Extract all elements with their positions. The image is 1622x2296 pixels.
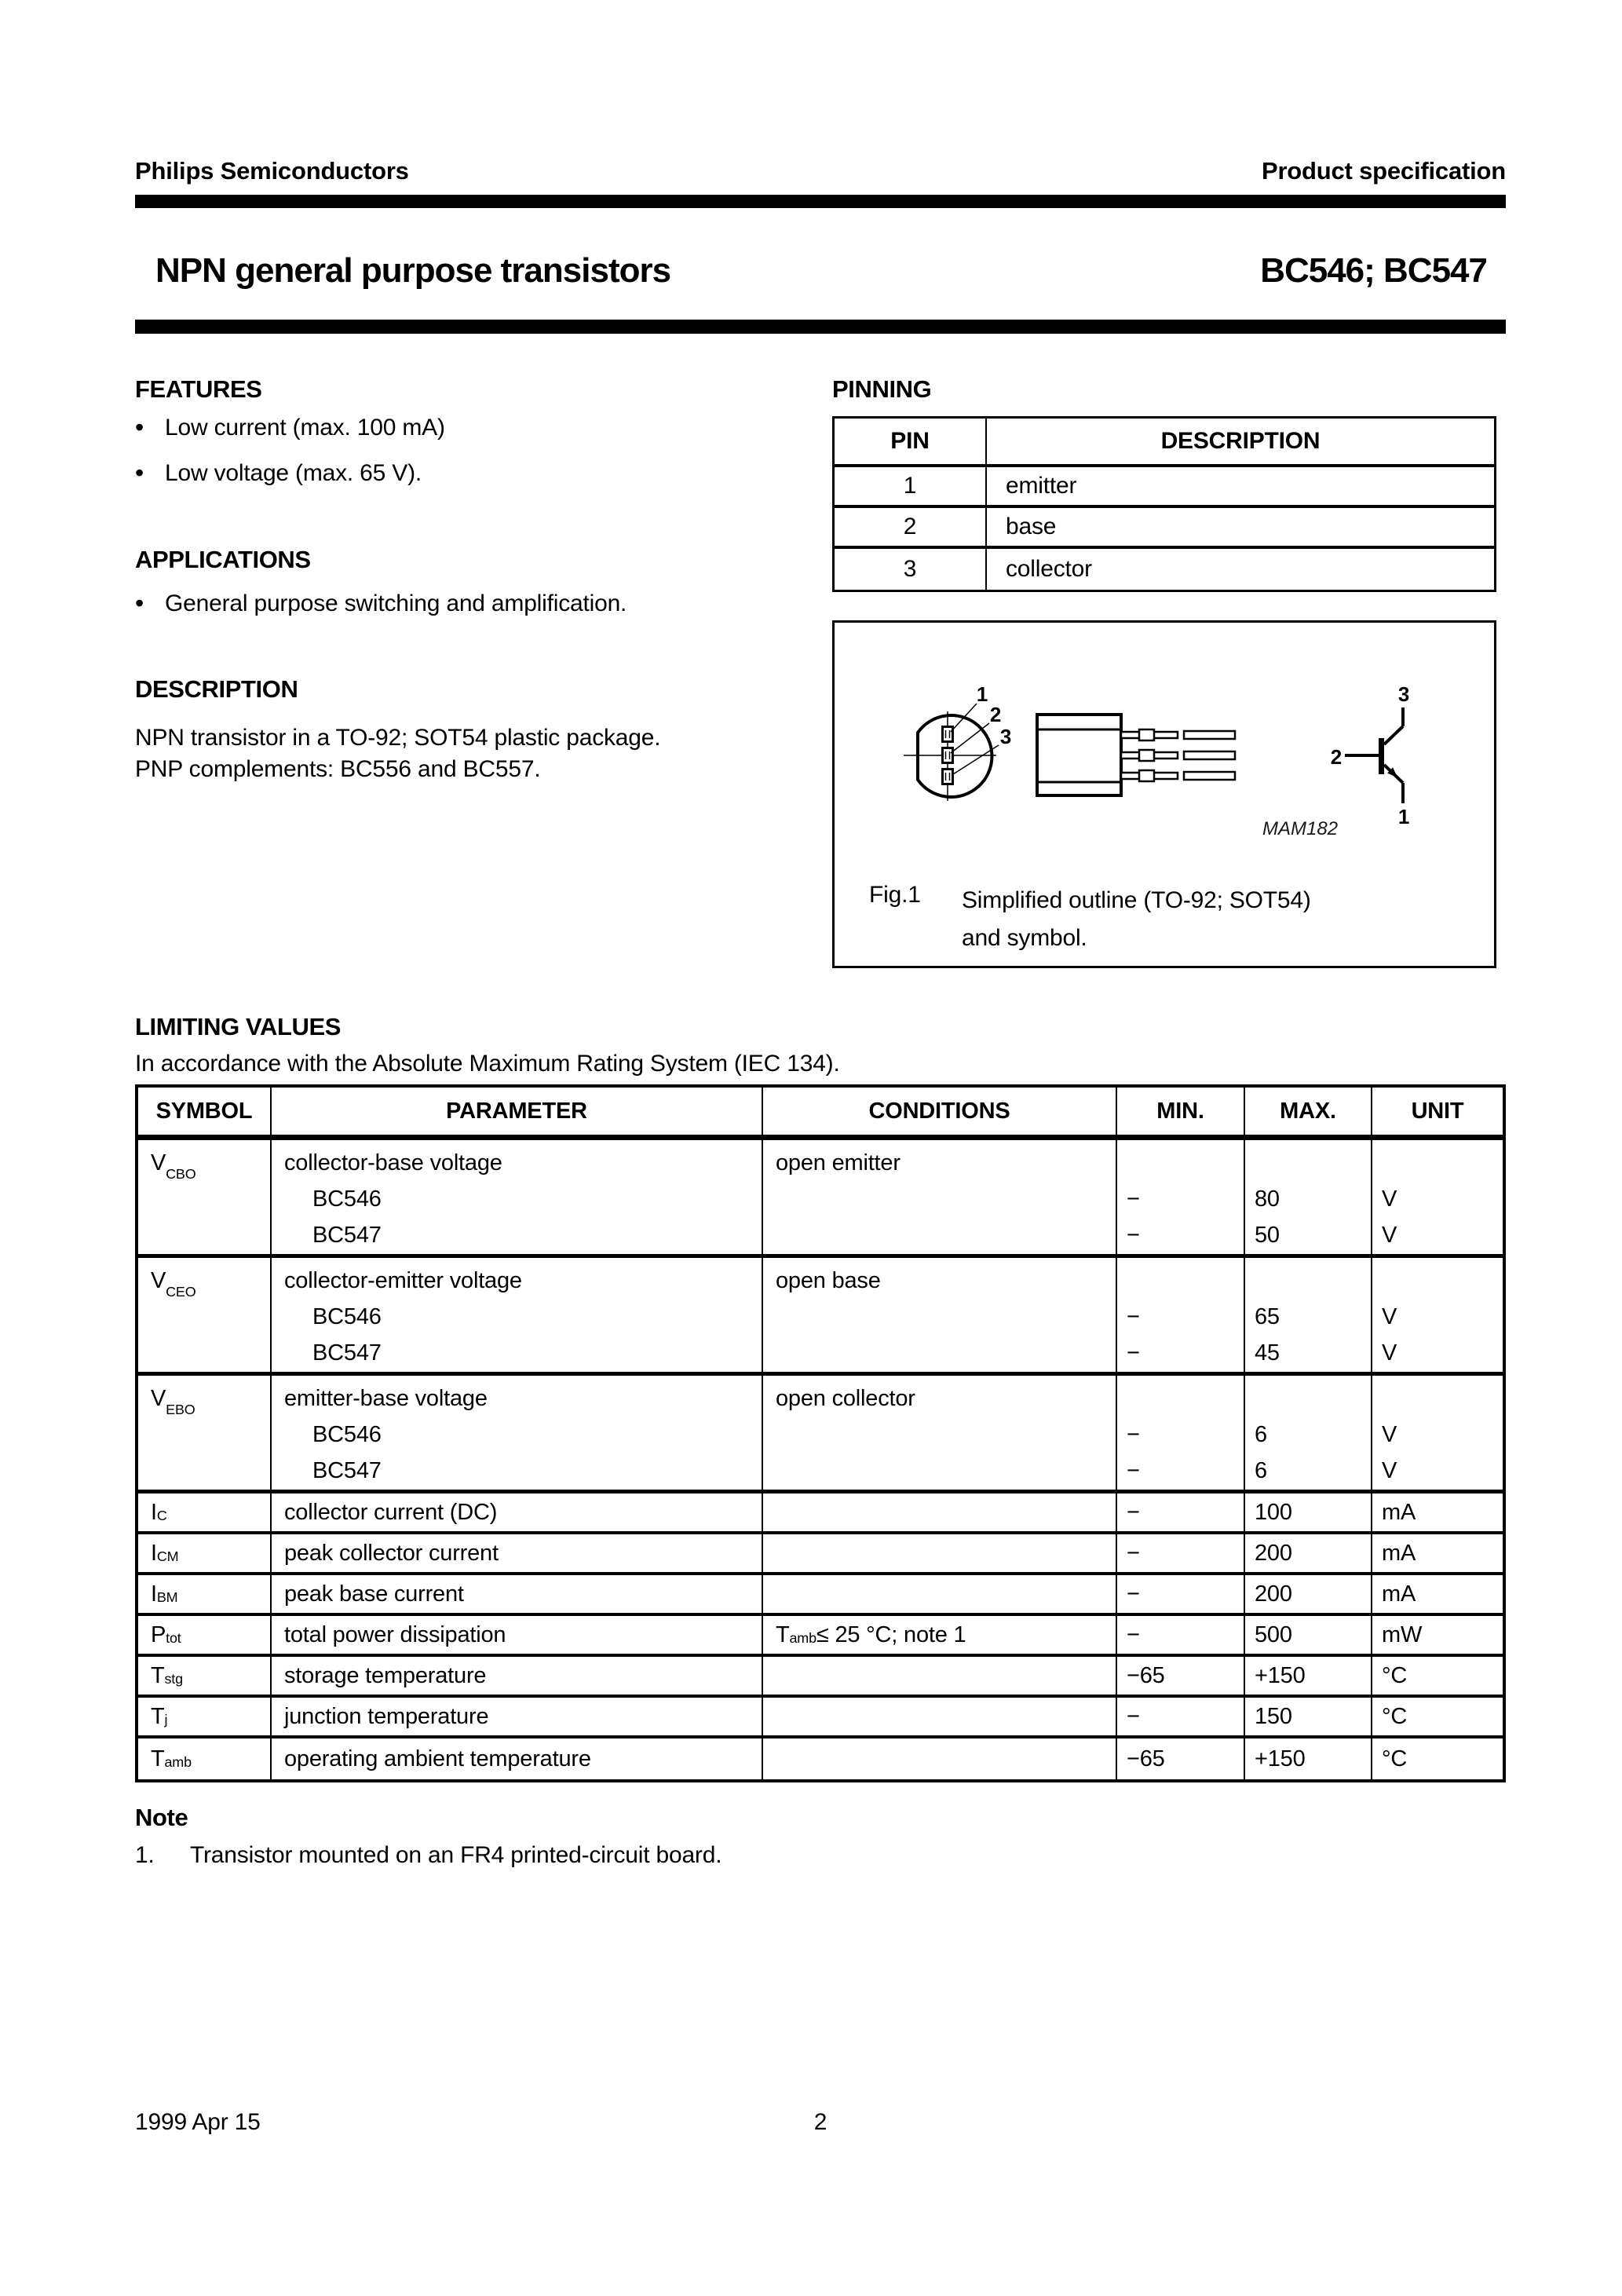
unit-cell: °C	[1382, 1746, 1408, 1771]
limiting-values-intro: In accordance with the Absolute Maximum Rating System (IEC 134).	[135, 1051, 840, 1077]
cell-line	[1382, 1145, 1503, 1181]
cell-line: open emitter	[776, 1150, 901, 1175]
cell-line	[1382, 1263, 1503, 1299]
package-body	[1037, 715, 1121, 795]
max-cell: +150	[1245, 1657, 1372, 1695]
cell-line	[776, 1299, 1116, 1335]
pin-label: 3	[999, 725, 1012, 748]
cell-line	[1127, 1380, 1244, 1417]
parameter-cell: peak collector current	[272, 1534, 763, 1572]
table-row	[138, 1575, 1503, 1616]
cell-line	[151, 1217, 270, 1253]
cell-line: BC546	[312, 1304, 382, 1329]
table-row	[138, 1738, 1503, 1779]
pinning-header-row	[835, 419, 1494, 467]
symbol-cell: I $_{BM}$	[138, 1575, 272, 1613]
description-cell: collector	[1006, 556, 1092, 582]
title-rule	[135, 320, 1506, 334]
note-number: 1.	[135, 1842, 155, 1868]
parameter-cell: peak base current	[272, 1575, 763, 1613]
max-cell: 200	[1245, 1575, 1372, 1613]
pin-cell: 2	[835, 508, 987, 546]
pin-cell: 1	[835, 467, 987, 505]
cell-line	[776, 1181, 1116, 1217]
cell-line: 65	[1255, 1304, 1280, 1329]
symbol-cell: P $_{tot}$	[138, 1616, 272, 1654]
min-cell	[1117, 1258, 1245, 1372]
limiting-values-header-row	[138, 1088, 1503, 1140]
symbol-cell: T $_{amb}$	[138, 1738, 272, 1779]
cell-line: −	[1127, 1340, 1140, 1366]
cell-line: −	[1127, 1304, 1140, 1329]
note-item	[135, 1842, 1234, 1869]
note-heading: Note	[135, 1804, 188, 1831]
cell-line	[776, 1453, 1116, 1489]
cell-line: collector-base voltage	[284, 1150, 502, 1175]
max-cell: 100	[1245, 1493, 1372, 1531]
pinning-table	[832, 416, 1496, 592]
unit-cell	[1372, 1258, 1503, 1372]
symbol-emitter-label: 1	[1397, 805, 1410, 828]
max-cell	[1245, 1140, 1372, 1254]
min-cell: −	[1117, 1575, 1245, 1613]
figure-caption-label: Fig.1	[869, 882, 921, 908]
section-heading-description: DESCRIPTION	[135, 675, 298, 703]
conditions-cell	[763, 1258, 1117, 1372]
list-item	[135, 460, 802, 487]
symbol-cell: T $_j$	[138, 1698, 272, 1735]
conditions-cell: T $_{amb}$ ≤ 25 °C; note 1	[763, 1616, 1117, 1654]
unit-cell: mA	[1382, 1581, 1416, 1607]
cell-line: −	[1127, 1422, 1140, 1447]
parameter-cell: junction temperature	[272, 1698, 763, 1735]
group-row	[138, 1140, 1503, 1258]
leader-line-2	[951, 723, 989, 753]
page-number: 2	[813, 2109, 827, 2135]
cell-line: −	[1127, 1458, 1140, 1483]
header-doc-type: Product specification	[1261, 157, 1506, 185]
conditions-cell	[763, 1493, 1117, 1531]
cell-line: 45	[1255, 1340, 1280, 1366]
cell-line: collector-emitter voltage	[284, 1268, 522, 1293]
column-header: CONDITIONS	[763, 1088, 1117, 1135]
description-cell: base	[1006, 514, 1057, 539]
table-row	[138, 1493, 1503, 1534]
figure-caption-line: Simplified outline (TO-92; SOT54)	[962, 887, 1311, 913]
unit-cell	[1372, 1376, 1503, 1490]
unit-cell: mA	[1382, 1499, 1416, 1525]
cell-line: open base	[776, 1268, 881, 1293]
table-row	[138, 1657, 1503, 1698]
unit-cell: mW	[1382, 1621, 1423, 1647]
cell-line	[776, 1417, 1116, 1453]
column-header-description: DESCRIPTION	[1160, 428, 1321, 454]
note-text: Transistor mounted on an FR4 printed-circuit board.	[190, 1842, 722, 1868]
leader-line-1	[951, 704, 977, 732]
cell-line: 6	[1255, 1422, 1267, 1447]
symbol-collector-label: 3	[1397, 682, 1410, 706]
conditions-cell	[763, 1657, 1117, 1695]
unit-cell: °C	[1382, 1703, 1408, 1729]
features-list	[135, 415, 802, 506]
table-row	[138, 1534, 1503, 1575]
cell-line: $V_{CBO}$	[151, 1150, 196, 1182]
min-cell: −	[1117, 1493, 1245, 1531]
cell-line: V	[1382, 1422, 1397, 1447]
cell-line: BC546	[312, 1422, 382, 1447]
table-row	[835, 467, 1494, 508]
conditions-cell	[763, 1534, 1117, 1572]
cell-line: V	[1382, 1304, 1397, 1329]
unit-cell: mA	[1382, 1540, 1416, 1566]
group-row	[138, 1258, 1503, 1376]
conditions-cell	[763, 1140, 1117, 1254]
table-row	[835, 508, 1494, 549]
pinning-rows	[835, 467, 1494, 590]
parameter-cell	[272, 1140, 763, 1254]
symbol-cell	[138, 1258, 272, 1372]
pin-label: 2	[989, 703, 1002, 726]
page-title: NPN general purpose transistors	[155, 251, 671, 290]
lead-1	[1121, 729, 1235, 740]
min-cell: −65	[1117, 1657, 1245, 1695]
figure-box	[832, 620, 1496, 968]
cell-line	[1127, 1263, 1244, 1299]
max-cell: 150	[1245, 1698, 1372, 1735]
description-line: PNP complements: BC556 and BC557.	[135, 756, 541, 782]
description-cell: emitter	[1006, 473, 1077, 499]
parameter-cell: operating ambient temperature	[272, 1738, 763, 1779]
lead-2	[1121, 750, 1235, 761]
max-cell: +150	[1245, 1738, 1372, 1779]
parameter-cell: storage temperature	[272, 1657, 763, 1695]
section-heading-features: FEATURES	[135, 375, 262, 403]
cell-line	[151, 1453, 270, 1489]
cell-line: V	[1382, 1458, 1397, 1483]
bullet-icon: •	[135, 413, 144, 441]
table-row	[138, 1616, 1503, 1657]
bullet-icon: •	[135, 589, 144, 617]
min-cell: −65	[1117, 1738, 1245, 1779]
drawing-code: MAM182	[1262, 818, 1339, 839]
package-side-view	[1037, 715, 1235, 795]
cell-line	[1255, 1263, 1371, 1299]
footer-date: 1999 Apr 15	[135, 2109, 261, 2135]
conditions-cell	[763, 1376, 1117, 1490]
limiting-values-table	[135, 1084, 1506, 1782]
symbol-base-label: 2	[1330, 745, 1342, 769]
collector-lead	[1384, 726, 1403, 744]
pin-label: 1	[976, 682, 988, 706]
pin-pad-1	[943, 727, 953, 742]
symbol-cell: I $_{CM}$	[138, 1534, 272, 1572]
max-cell: 200	[1245, 1534, 1372, 1572]
min-cell	[1117, 1376, 1245, 1490]
section-heading-pinning: PINNING	[832, 375, 932, 403]
parameter-cell	[272, 1258, 763, 1372]
description-line: NPN transistor in a TO-92; SOT54 plastic package.	[135, 725, 661, 751]
cell-line: $V_{EBO}$	[151, 1386, 195, 1417]
cell-line	[151, 1335, 270, 1371]
figure-caption	[962, 882, 1311, 957]
cell-line	[776, 1335, 1116, 1371]
max-cell: 500	[1245, 1616, 1372, 1654]
column-header: SYMBOL	[138, 1088, 272, 1135]
package-bottom-view	[904, 682, 1011, 801]
cell-line: 80	[1255, 1186, 1280, 1212]
cell-line: V	[1382, 1340, 1397, 1366]
header-company: Philips Semiconductors	[135, 157, 409, 185]
cell-line: open collector	[776, 1386, 915, 1411]
cell-line: V	[1382, 1186, 1397, 1212]
parameter-cell: total power dissipation	[272, 1616, 763, 1654]
cell-line: BC547	[312, 1340, 382, 1366]
conditions-cell	[763, 1738, 1117, 1779]
pin-pad-2	[943, 748, 953, 763]
max-cell	[1245, 1376, 1372, 1490]
parameter-cell: collector current (DC)	[272, 1493, 763, 1531]
parameter-cell	[272, 1376, 763, 1490]
cell-line: $V_{CEO}$	[151, 1268, 196, 1300]
cell-line: 6	[1255, 1458, 1267, 1483]
column-header: UNIT	[1411, 1098, 1464, 1124]
min-cell: −	[1117, 1616, 1245, 1654]
header-rule	[135, 195, 1506, 208]
cell-line	[151, 1417, 270, 1453]
cell-line	[1255, 1145, 1371, 1181]
symbol-cell: T $_{stg}$	[138, 1657, 272, 1695]
section-heading-applications: APPLICATIONS	[135, 546, 311, 573]
cell-line	[151, 1299, 270, 1335]
symbol-cell	[138, 1376, 272, 1490]
symbol-cell	[138, 1140, 272, 1254]
cell-line: 50	[1255, 1223, 1280, 1248]
conditions-cell	[763, 1575, 1117, 1613]
list-item	[135, 415, 802, 441]
table-row	[138, 1698, 1503, 1738]
pin-pad-3	[943, 770, 953, 784]
column-header: MIN.	[1117, 1088, 1245, 1135]
min-cell: −	[1117, 1698, 1245, 1735]
note-list	[135, 1842, 1234, 1869]
section-heading-limiting-values: LIMITING VALUES	[135, 1013, 342, 1040]
cell-line: BC547	[312, 1458, 382, 1483]
cell-line	[1255, 1380, 1371, 1417]
column-header: PARAMETER	[272, 1088, 763, 1135]
cell-line	[151, 1181, 270, 1217]
item-text: Low current (max. 100 mA)	[165, 415, 445, 441]
group-row	[138, 1376, 1503, 1493]
item-text: General purpose switching and amplification.	[165, 590, 627, 616]
unit-cell: °C	[1382, 1662, 1408, 1688]
figure-caption-line: and symbol.	[962, 925, 1087, 951]
item-text: Low voltage (max. 65 V).	[165, 460, 422, 486]
max-cell	[1245, 1258, 1372, 1372]
cell-line: BC546	[312, 1186, 382, 1212]
cell-line	[776, 1217, 1116, 1253]
cell-line: emitter-base voltage	[284, 1386, 488, 1411]
bullet-icon: •	[135, 459, 144, 487]
type-number: BC546; BC547	[1260, 251, 1487, 290]
description-text	[135, 722, 802, 785]
pin-cell: 3	[835, 549, 987, 590]
lead-3	[1121, 770, 1235, 781]
unit-cell	[1372, 1140, 1503, 1254]
min-cell	[1117, 1140, 1245, 1254]
column-header-pin: PIN	[835, 419, 987, 464]
list-item	[135, 590, 802, 617]
cell-line	[1127, 1145, 1244, 1181]
limiting-values-rows	[138, 1140, 1503, 1779]
column-header: MAX.	[1245, 1088, 1372, 1135]
cell-line	[1382, 1380, 1503, 1417]
cell-line: −	[1127, 1186, 1140, 1212]
conditions-cell	[763, 1698, 1117, 1735]
table-row	[835, 549, 1494, 590]
cell-line: −	[1127, 1223, 1140, 1248]
cell-line: BC547	[312, 1223, 382, 1248]
transistor-symbol	[1331, 682, 1409, 828]
cell-line: V	[1382, 1223, 1397, 1248]
min-cell: −	[1117, 1534, 1245, 1572]
applications-list	[135, 590, 802, 636]
symbol-cell: I $_C$	[138, 1493, 272, 1531]
